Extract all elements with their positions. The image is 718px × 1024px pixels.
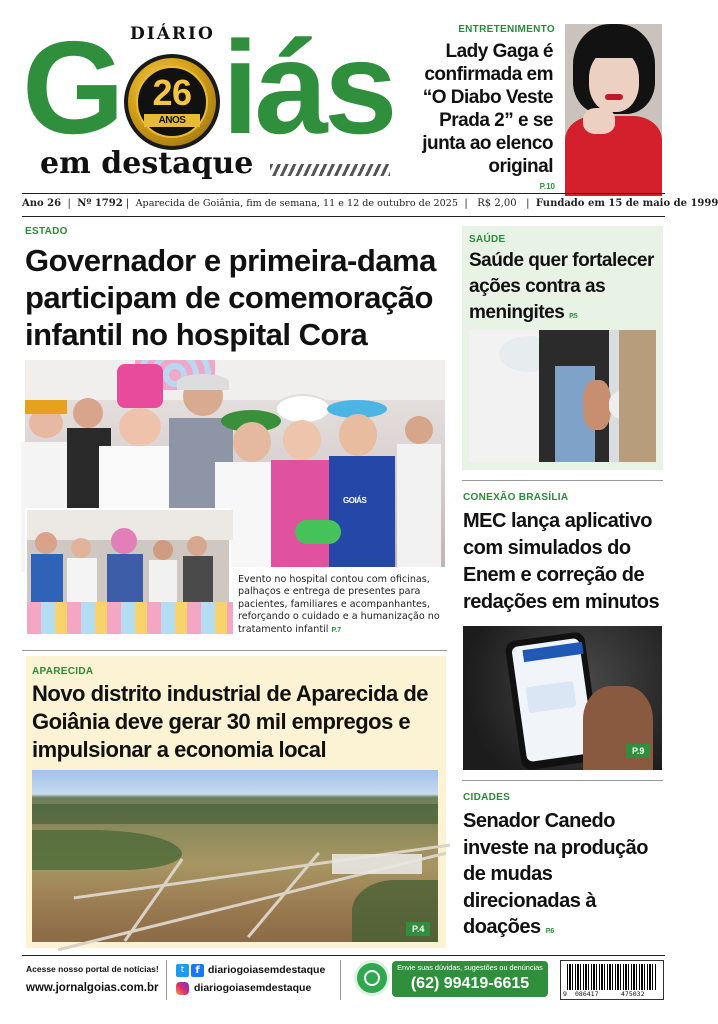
- portal-label: Acesse nosso portal de notícias!: [26, 964, 159, 974]
- footer: [22, 958, 665, 1004]
- instagram-handle[interactable]: diariogoiasemdestaque: [194, 982, 312, 994]
- saude-kicker: SAÚDE: [469, 234, 506, 245]
- saude-headline[interactable]: [469, 248, 659, 330]
- whatsapp-box[interactable]: [392, 961, 548, 997]
- anniversary-number: 26: [152, 72, 192, 113]
- info-founded: Fundado em 15 de maio de 1999: [535, 198, 718, 209]
- facebook-icon[interactable]: f: [191, 964, 204, 977]
- cidades-headline[interactable]: [463, 808, 663, 946]
- aparecida-kicker: APARECIDA: [32, 666, 94, 677]
- whatsapp-number: (62) 99419-6615: [410, 975, 530, 992]
- portal-url[interactable]: www.jornalgoias.com.br: [26, 982, 159, 994]
- anniversary-word: ANOS: [144, 114, 200, 127]
- right-divider-1: [462, 480, 663, 481]
- main-story-kicker: ESTADO: [25, 226, 68, 237]
- industrial-district-photo: [32, 770, 438, 942]
- info-number: Nº 1792: [77, 198, 123, 209]
- teaser-headline[interactable]: Lady Gaga é confirmada em “O Diabo Veste Prada 2” e se junta ao elenco original: [422, 41, 553, 177]
- barcode: [560, 960, 664, 1000]
- brasilia-kicker: CONEXÃO BRASÍLIA: [463, 492, 569, 503]
- aparecida-headline[interactable]: Novo distrito industrial de Aparecida de Goiânia deve gerar 30 mil empregos e impulsionar a economia local: [32, 681, 429, 762]
- saude-story[interactable]: [462, 226, 663, 470]
- aparecida-page: P.4: [406, 922, 430, 936]
- aparecida-story[interactable]: [26, 656, 446, 948]
- main-story-page: P.7: [331, 626, 342, 634]
- footer-top-rule: [22, 955, 665, 956]
- cidades-page: P.6: [545, 928, 554, 935]
- cidades-headline-text: Senador Canedo investe na produção de mudas direcionadas à doações: [463, 810, 648, 938]
- hospital-inset-photo: [25, 508, 231, 632]
- masthead-subtitle: em destaque: [40, 146, 254, 181]
- barcode-right: 475032: [621, 990, 645, 998]
- info-price: R$ 2,00: [477, 198, 517, 209]
- barcode-middle: 086417: [575, 990, 599, 998]
- masthead-goias-rest: iás: [222, 14, 394, 161]
- masthead-stripes: [270, 164, 390, 176]
- lady-gaga-photo: [565, 24, 662, 190]
- main-story-headline[interactable]: Governador e primeira-dama participam de comemoração infantil no hospital Cora: [25, 243, 436, 352]
- caption-text: Evento no hospital contou com oficinas, palhaços e entrega de presentes para pacientes, familiares e acompanhantes, reforçando o cuidado e a humanização no tratamento infantil: [238, 574, 440, 635]
- brasilia-page: P.9: [626, 744, 650, 758]
- cidades-kicker: CIDADES: [463, 792, 511, 803]
- twitter-icon[interactable]: t: [176, 964, 189, 977]
- vest-logo-text: GOIÁS: [343, 496, 367, 505]
- left-column-divider: [22, 650, 447, 651]
- teaser[interactable]: [415, 22, 665, 192]
- saude-page: P.5: [569, 313, 578, 320]
- cidades-story[interactable]: [462, 784, 663, 948]
- main-story-caption: [238, 574, 444, 637]
- whatsapp-icon[interactable]: [354, 960, 390, 996]
- brasilia-story[interactable]: [462, 484, 663, 774]
- vaccination-photo: [469, 330, 656, 462]
- masthead: [22, 16, 417, 191]
- barcode-left: 9: [563, 990, 567, 998]
- brasilia-headline[interactable]: MEC lança aplicativo com simulados do Enem e correção de redações em minutos: [463, 510, 660, 613]
- whatsapp-label: Envie suas dúvidas, sugestões ou denúncias: [397, 963, 543, 972]
- right-divider-2: [462, 780, 663, 781]
- masthead-diario: DIÁRIO: [130, 24, 215, 44]
- teaser-page: P.10: [539, 182, 555, 191]
- info-bar: Ano 26 | Nº 1792 | Aparecida de Goiânia, fim de semana, 11 e 12 de outubro de 2025 | R$ 2,00 | Fundado em 15 de maio de 1999: [22, 198, 718, 209]
- instagram-icon[interactable]: [176, 982, 189, 995]
- anniversary-seal: [124, 54, 220, 150]
- info-year: Ano 26: [22, 198, 62, 209]
- masthead-goias-g: G: [22, 14, 121, 161]
- teaser-kicker: ENTRETENIMENTO: [458, 24, 555, 35]
- main-story[interactable]: [22, 222, 447, 650]
- info-place-date: Aparecida de Goiânia, fim de semana, 11 e 12 de outubro de 2025: [135, 198, 458, 209]
- social-handle[interactable]: diariogoiasemdestaque: [208, 964, 326, 976]
- saude-headline-text: Saúde quer fortalecer ações contra as meningites: [469, 250, 654, 323]
- info-bar-top-rule: [22, 193, 665, 194]
- info-bar-bottom-rule: [22, 216, 665, 217]
